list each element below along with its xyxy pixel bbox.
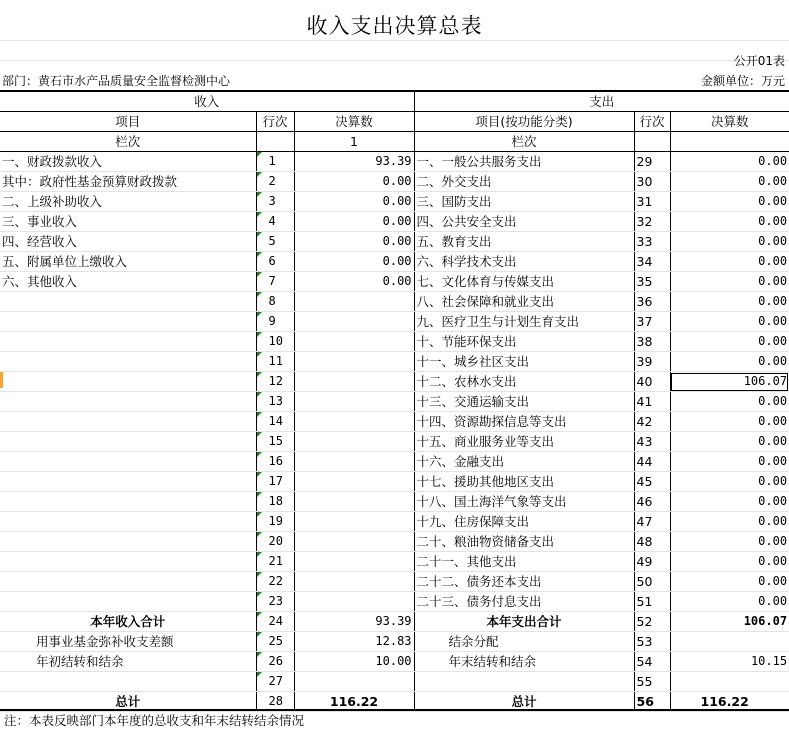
expense-item-cell[interactable]: 二十二、债务还本支出 (414, 572, 634, 592)
expense-item-cell[interactable]: 十九、住房保障支出 (414, 512, 634, 532)
income-amount-cell[interactable] (294, 592, 414, 612)
expense-row-no-cell[interactable]: 38 (634, 332, 670, 352)
income-row-no-cell[interactable]: 18 (256, 492, 294, 512)
expense-item-cell[interactable]: 年末结转和结余 (414, 652, 634, 672)
table-row (0, 352, 789, 372)
income-row-no-cell[interactable]: 22 (256, 572, 294, 592)
income-row-no-cell[interactable]: 5 (256, 232, 294, 252)
amount-header-2: 决算数 (670, 112, 789, 132)
table-row (0, 252, 789, 272)
income-amount-cell[interactable]: 0.00 (294, 192, 414, 212)
table-row (0, 452, 789, 472)
table-row (0, 152, 789, 172)
expense-item-cell[interactable]: 十四、资源勘探信息等支出 (414, 412, 634, 432)
income-total-label[interactable]: 本年收入合计 (0, 612, 256, 632)
income-amount-cell[interactable]: 0.00 (294, 232, 414, 252)
expense-item-cell[interactable]: 二十三、债务付息支出 (414, 592, 634, 612)
grand-total-label[interactable]: 总计 (0, 692, 256, 712)
expense-item-cell[interactable]: 十三、交通运输支出 (414, 392, 634, 412)
expense-amount-cell[interactable] (670, 632, 789, 652)
gridline (0, 40, 789, 41)
expense-item-cell[interactable]: 二十、粮油物资储备支出 (414, 532, 634, 552)
expense-item-cell[interactable]: 四、公共安全支出 (414, 212, 634, 232)
expense-amount-cell[interactable]: 0.00 (670, 552, 789, 572)
column-index-row (0, 132, 789, 152)
income-item-cell[interactable]: 用事业基金弥补收支差额 (0, 632, 256, 652)
income-amount-cell[interactable]: 10.00 (294, 652, 414, 672)
column-index-label-2: 栏次 (414, 132, 634, 152)
unit-label: 金额单位：万元 (700, 74, 785, 88)
income-amount-cell[interactable] (294, 552, 414, 572)
income-row-no-cell[interactable]: 6 (256, 252, 294, 272)
income-amount-cell[interactable] (294, 412, 414, 432)
expense-row-no-cell[interactable]: 32 (634, 212, 670, 232)
expense-row-no-cell[interactable]: 41 (634, 392, 670, 412)
income-row-no-cell[interactable]: 4 (256, 212, 294, 232)
income-item-cell[interactable] (0, 432, 256, 452)
income-row-no-cell[interactable]: 1 (256, 152, 294, 172)
income-row-no-cell[interactable]: 19 (256, 512, 294, 532)
column-index-value: 1 (294, 132, 414, 152)
table-row (0, 472, 789, 492)
income-item-cell[interactable] (0, 292, 256, 312)
table-row (0, 492, 789, 512)
expense-total-row-no[interactable]: 52 (634, 612, 670, 632)
expense-item-cell[interactable]: 三、国防支出 (414, 192, 634, 212)
income-item-cell[interactable] (0, 392, 256, 412)
income-item-cell[interactable] (0, 552, 256, 572)
expense-amount-cell[interactable]: 0.00 (670, 512, 789, 532)
income-item-cell[interactable]: 二、上级补助收入 (0, 192, 256, 212)
expense-item-cell[interactable] (414, 672, 634, 692)
expense-row-no-cell[interactable]: 47 (634, 512, 670, 532)
income-row-no-cell[interactable]: 3 (256, 192, 294, 212)
expense-amount-cell[interactable]: 0.00 (670, 152, 789, 172)
income-amount-cell[interactable]: 0.00 (294, 212, 414, 232)
income-row-no-cell[interactable]: 16 (256, 452, 294, 472)
table-row (0, 572, 789, 592)
row-no-header: 行次 (256, 112, 294, 132)
expense-row-no-cell[interactable]: 53 (634, 632, 670, 652)
expense-item-cell[interactable]: 二十一、其他支出 (414, 552, 634, 572)
expense-row-no-cell[interactable]: 30 (634, 172, 670, 192)
income-amount-cell[interactable] (294, 452, 414, 472)
expense-amount-cell[interactable]: 0.00 (670, 332, 789, 352)
expense-amount-cell[interactable]: 0.00 (670, 572, 789, 592)
table-row (0, 172, 789, 192)
expense-item-cell[interactable]: 九、医疗卫生与计划生育支出 (414, 312, 634, 332)
expense-item-cell[interactable]: 六、科学技术支出 (414, 252, 634, 272)
income-item-cell[interactable] (0, 572, 256, 592)
income-item-cell[interactable] (0, 352, 256, 372)
expense-row-no-cell[interactable]: 35 (634, 272, 670, 292)
table-row (0, 372, 789, 392)
income-row-no-cell[interactable]: 10 (256, 332, 294, 352)
expense-row-no-cell[interactable]: 29 (634, 152, 670, 172)
income-item-cell[interactable] (0, 312, 256, 332)
income-item-cell[interactable] (0, 332, 256, 352)
expense-row-no-cell[interactable]: 43 (634, 432, 670, 452)
expense-item-cell[interactable]: 结余分配 (414, 632, 634, 652)
income-amount-cell[interactable] (294, 512, 414, 532)
grand-total-amount-2[interactable]: 116.22 (670, 692, 789, 712)
table-row (0, 272, 789, 292)
income-item-cell[interactable]: 年初结转和结余 (0, 652, 256, 672)
expense-total-label[interactable]: 本年支出合计 (414, 612, 634, 632)
summary-table (0, 90, 789, 712)
totals-row (0, 612, 789, 632)
grand-total-amount[interactable]: 116.22 (294, 692, 414, 712)
expense-amount-cell[interactable]: 0.00 (670, 532, 789, 552)
table-row (0, 192, 789, 212)
income-row-no-cell[interactable]: 23 (256, 592, 294, 612)
income-amount-cell[interactable] (294, 672, 414, 692)
expense-amount-cell[interactable]: 0.00 (670, 312, 789, 332)
expense-section-label: 支出 (414, 91, 789, 112)
income-item-cell[interactable] (0, 512, 256, 532)
column-header-row (0, 112, 789, 132)
expense-item-cell[interactable]: 十、节能环保支出 (414, 332, 634, 352)
income-amount-cell[interactable] (294, 492, 414, 512)
table-row (0, 232, 789, 252)
expense-item-cell[interactable]: 十八、国土海洋气象等支出 (414, 492, 634, 512)
table-row (0, 592, 789, 612)
income-amount-cell[interactable] (294, 352, 414, 372)
expense-row-no-cell[interactable]: 37 (634, 312, 670, 332)
income-item-cell[interactable]: 四、经营收入 (0, 232, 256, 252)
expense-row-no-cell[interactable]: 46 (634, 492, 670, 512)
expense-row-no-cell[interactable]: 34 (634, 252, 670, 272)
income-amount-cell[interactable] (294, 472, 414, 492)
income-total-amount[interactable]: 93.39 (294, 612, 414, 632)
income-item-cell[interactable] (0, 412, 256, 432)
income-item-cell[interactable]: 六、其他收入 (0, 272, 256, 292)
income-amount-cell[interactable]: 0.00 (294, 272, 414, 292)
income-item-cell[interactable]: 三、事业收入 (0, 212, 256, 232)
expense-item-cell[interactable]: 八、社会保障和就业支出 (414, 292, 634, 312)
income-item-cell[interactable] (0, 492, 256, 512)
income-row-no-cell[interactable]: 21 (256, 552, 294, 572)
expense-amount-cell[interactable] (670, 672, 789, 692)
income-item-cell[interactable] (0, 452, 256, 472)
income-amount-cell[interactable] (294, 532, 414, 552)
income-row-no-cell[interactable]: 25 (256, 632, 294, 652)
income-row-no-cell[interactable]: 2 (256, 172, 294, 192)
expense-item-cell[interactable]: 十二、农林水支出 (414, 372, 634, 392)
income-row-no-cell[interactable]: 13 (256, 392, 294, 412)
section-header-row (0, 91, 789, 112)
table-row (0, 332, 789, 352)
expense-item-cell[interactable]: 一、一般公共服务支出 (414, 152, 634, 172)
income-total-row-no[interactable]: 24 (256, 612, 294, 632)
expense-row-no-cell[interactable]: 54 (634, 652, 670, 672)
income-row-no-cell[interactable]: 26 (256, 652, 294, 672)
expense-amount-cell[interactable]: 0.00 (670, 412, 789, 432)
expense-row-no-cell[interactable]: 33 (634, 232, 670, 252)
income-item-cell[interactable]: 其中：政府性基金预算财政拨款 (0, 172, 256, 192)
table-row (0, 632, 789, 652)
table-row (0, 432, 789, 452)
expense-item-cell[interactable]: 二、外交支出 (414, 172, 634, 192)
page-title: 收入支出决算总表 (306, 14, 483, 38)
income-item-cell[interactable] (0, 372, 256, 392)
grand-total-row-no-2[interactable]: 56 (634, 692, 670, 712)
income-item-cell[interactable] (0, 672, 256, 692)
expense-row-no-cell[interactable]: 51 (634, 592, 670, 612)
department-label: 部门：黄石市水产品质量安全监督检测中心 (2, 74, 231, 88)
expense-row-no-cell[interactable]: 55 (634, 672, 670, 692)
empty-cell (256, 132, 294, 152)
income-amount-cell[interactable] (294, 292, 414, 312)
form-code: 公开01表 (733, 54, 785, 68)
table-row (0, 552, 789, 572)
expense-row-no-cell[interactable]: 40 (634, 372, 670, 392)
income-item-cell[interactable]: 一、财政拨款收入 (0, 152, 256, 172)
grand-total-label-2[interactable]: 总计 (414, 692, 634, 712)
expense-amount-cell[interactable]: 0.00 (670, 212, 789, 232)
income-item-cell[interactable] (0, 532, 256, 552)
income-amount-cell[interactable]: 0.00 (294, 252, 414, 272)
income-row-no-cell[interactable]: 27 (256, 672, 294, 692)
income-item-header: 项目 (0, 112, 256, 132)
expense-row-no-cell[interactable]: 48 (634, 532, 670, 552)
income-row-no-cell[interactable]: 11 (256, 352, 294, 372)
expense-row-no-cell[interactable]: 50 (634, 572, 670, 592)
amount-header: 决算数 (294, 112, 414, 132)
expense-amount-cell[interactable]: 0.00 (670, 292, 789, 312)
expense-amount-cell[interactable]: 0.00 (670, 492, 789, 512)
expense-row-no-cell[interactable]: 39 (634, 352, 670, 372)
footnote: 注：本表反映部门本年度的总收支和年末结转结余情况 (4, 713, 305, 728)
expense-item-cell[interactable]: 十一、城乡社区支出 (414, 352, 634, 372)
income-row-no-cell[interactable]: 14 (256, 412, 294, 432)
expense-amount-cell[interactable]: 0.00 (670, 172, 789, 192)
income-section-label: 收入 (0, 91, 414, 112)
income-amount-cell[interactable] (294, 392, 414, 412)
expense-row-no-cell[interactable]: 49 (634, 552, 670, 572)
table-row (0, 412, 789, 432)
table-row (0, 512, 789, 532)
income-row-no-cell[interactable]: 17 (256, 472, 294, 492)
expense-item-cell[interactable]: 五、教育支出 (414, 232, 634, 252)
expense-amount-cell[interactable]: 0.00 (670, 592, 789, 612)
expense-amount-cell[interactable]: 10.15 (670, 652, 789, 672)
income-row-no-cell[interactable]: 12 (256, 372, 294, 392)
income-amount-cell[interactable] (294, 372, 414, 392)
table-row (0, 672, 789, 692)
table-row (0, 392, 789, 412)
expense-amount-cell[interactable]: 0.00 (670, 352, 789, 372)
empty-cell (634, 132, 670, 152)
table-row (0, 312, 789, 332)
row-no-header-2: 行次 (634, 112, 670, 132)
income-amount-cell[interactable]: 93.39 (294, 152, 414, 172)
column-index-label: 栏次 (0, 132, 256, 152)
expense-amount-cell[interactable]: 0.00 (670, 252, 789, 272)
income-row-no-cell[interactable]: 20 (256, 532, 294, 552)
expense-amount-cell[interactable]: 0.00 (670, 392, 789, 412)
income-item-cell[interactable] (0, 472, 256, 492)
income-amount-cell[interactable]: 12.83 (294, 632, 414, 652)
income-amount-cell[interactable] (294, 332, 414, 352)
expense-amount-cell[interactable]: 0.00 (670, 232, 789, 252)
expense-item-cell[interactable]: 七、文化体育与传媒支出 (414, 272, 634, 292)
expense-amount-cell[interactable]: 0.00 (670, 432, 789, 452)
empty-cell (670, 132, 789, 152)
income-row-no-cell[interactable]: 8 (256, 292, 294, 312)
expense-amount-cell[interactable]: 106.07 (670, 372, 789, 392)
expense-row-no-cell[interactable]: 36 (634, 292, 670, 312)
expense-amount-cell[interactable]: 0.00 (670, 472, 789, 492)
expense-row-no-cell[interactable]: 42 (634, 412, 670, 432)
income-row-no-cell[interactable]: 9 (256, 312, 294, 332)
income-amount-cell[interactable]: 0.00 (294, 172, 414, 192)
expense-amount-cell[interactable]: 0.00 (670, 272, 789, 292)
expense-item-header: 项目(按功能分类) (414, 112, 634, 132)
table-row (0, 292, 789, 312)
expense-row-no-cell[interactable]: 31 (634, 192, 670, 212)
income-item-cell[interactable]: 五、附属单位上缴收入 (0, 252, 256, 272)
expense-item-cell[interactable]: 十五、商业服务业等支出 (414, 432, 634, 452)
income-amount-cell[interactable] (294, 312, 414, 332)
expense-row-no-cell[interactable]: 45 (634, 472, 670, 492)
income-item-cell[interactable] (0, 592, 256, 612)
income-amount-cell[interactable] (294, 572, 414, 592)
expense-item-cell[interactable]: 十六、金融支出 (414, 452, 634, 472)
table-row (0, 532, 789, 552)
gridline (0, 60, 789, 61)
expense-amount-cell[interactable]: 0.00 (670, 452, 789, 472)
income-amount-cell[interactable] (294, 432, 414, 452)
grand-total-row-no[interactable]: 28 (256, 692, 294, 712)
income-row-no-cell[interactable]: 7 (256, 272, 294, 292)
expense-total-amount[interactable]: 106.07 (670, 612, 789, 632)
expense-amount-cell[interactable]: 0.00 (670, 192, 789, 212)
expense-item-cell[interactable]: 十七、援助其他地区支出 (414, 472, 634, 492)
expense-row-no-cell[interactable]: 44 (634, 452, 670, 472)
table-row (0, 212, 789, 232)
income-row-no-cell[interactable]: 15 (256, 432, 294, 452)
table-row (0, 652, 789, 672)
